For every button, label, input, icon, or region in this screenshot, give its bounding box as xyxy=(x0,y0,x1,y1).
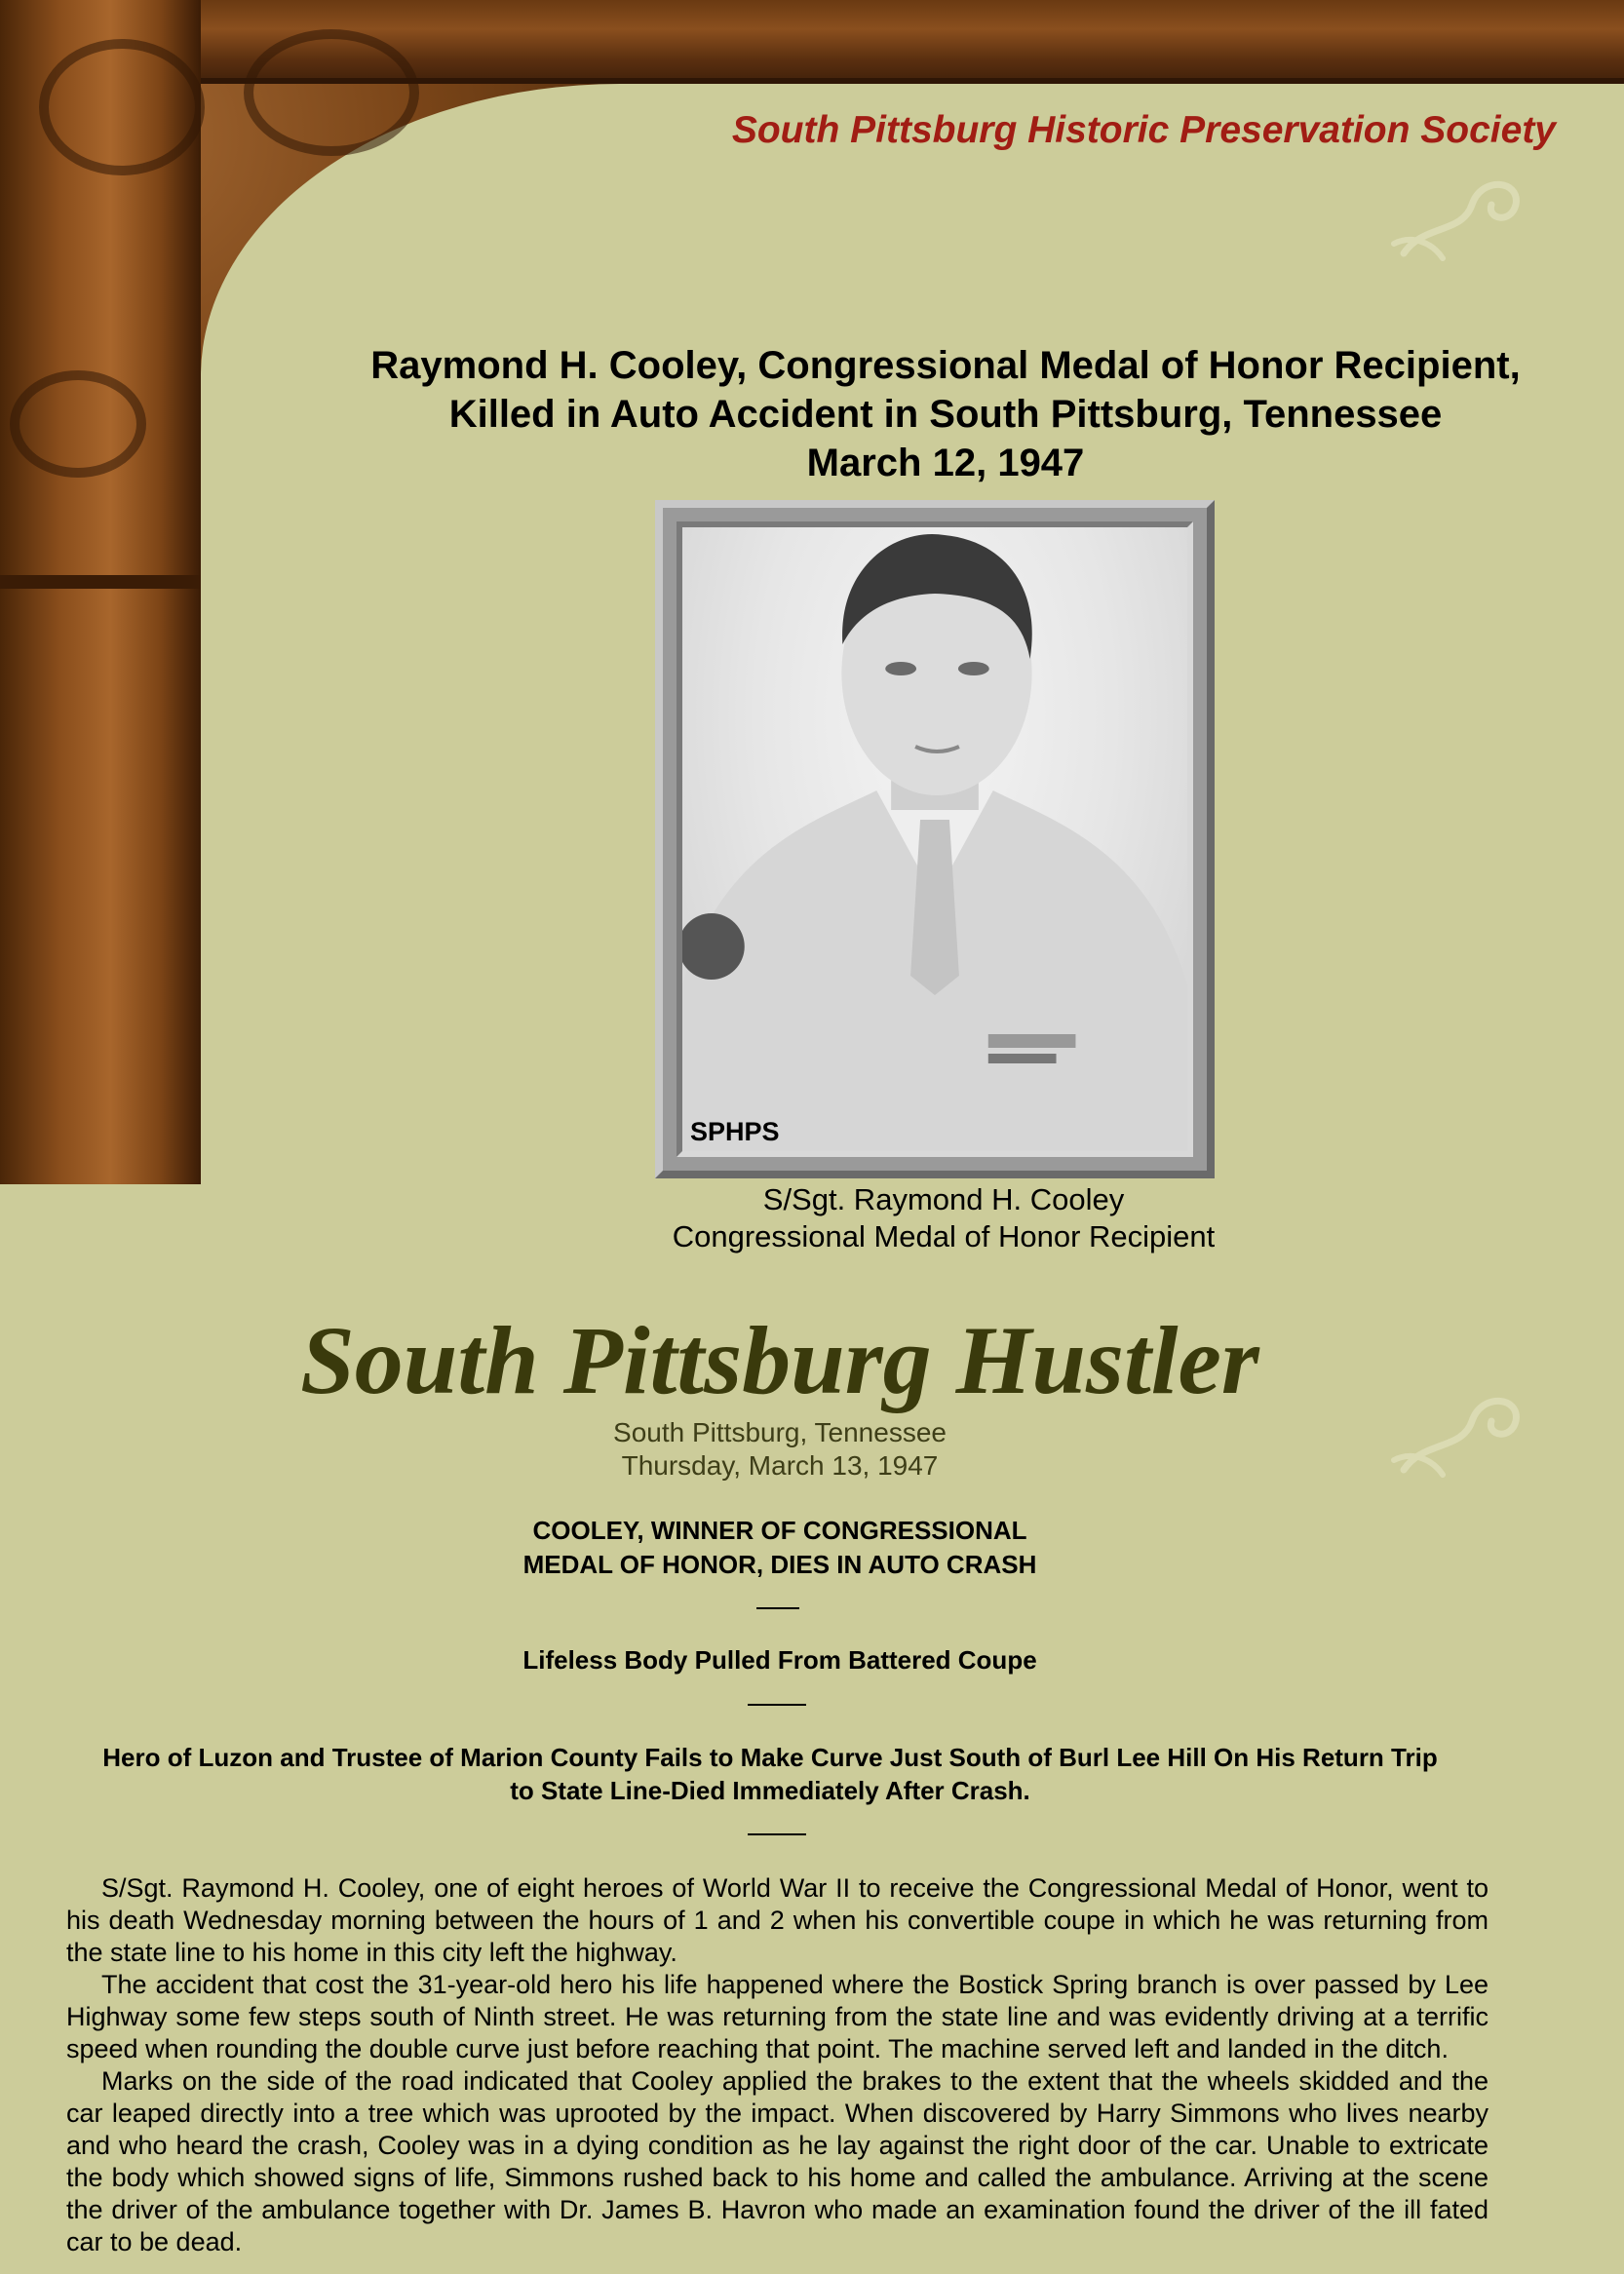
wood-carving-curl-icon xyxy=(244,29,419,156)
divider-rule xyxy=(748,1833,806,1835)
article-headline-line: COOLEY, WINNER OF CONGRESSIONAL xyxy=(532,1516,1027,1545)
photo-caption xyxy=(585,1181,1302,1255)
photo-frame xyxy=(655,500,1215,1178)
deck-line: to State Line-Died Immediately After Crash. xyxy=(510,1776,1030,1805)
swirl-ornament-icon xyxy=(1384,166,1530,273)
swirl-ornament-icon xyxy=(1384,1382,1530,1489)
article-subhead: Lifeless Body Pulled From Battered Coupe xyxy=(522,1645,1037,1675)
portrait-photo xyxy=(677,521,1193,1157)
divider-rule xyxy=(756,1607,799,1609)
article-paragraph: S/Sgt. Raymond H. Cooley, one of eight heroes of World War II to receive the Congressional Medal of Honor, went to his death Wednesday morning between the hours of 1 and 2 when his convertible coupe in which he was returning from the state line to his home in this city left the highway. xyxy=(66,1873,1489,1967)
wood-carving-cloud-icon xyxy=(10,370,146,478)
article-deck xyxy=(68,1741,1472,1807)
article-paragraph: The accident that cost the 31-year-old hero his life happened where the Bostick Spring branch is over passed by Lee Highway some few steps south of Ninth street. He was returning from the state line and was evidently driving at a terrific speed when rounding the double curve just before reaching that point. The machine served left and landed in the ditch. xyxy=(66,1970,1489,2063)
article-headline xyxy=(341,1514,1218,1582)
deck-line: Hero of Luzon and Trustee of Marion County Fails to Make Curve Just South of Burl Lee Hill On His Return Trip xyxy=(102,1743,1438,1772)
article-paragraph: Marks on the side of the road indicated that Cooley applied the brakes to the extent that the wheels skidded and the car leaped directly into a tree which was uprooted by the impact. When discovered by Harry Simmons who lives nearby and who heard the crash, Cooley was in a dying condition as he lay against the right door of the car. Unable to extricate the body which showed signs of life, Simmons rushed back to his home and called the ambulance. Arriving at the scene the driver of the ambulance together with Dr. James B. Havron who made an examination found the driver of the ill fated car to be dead. xyxy=(66,2066,1489,2256)
wood-frame-left xyxy=(0,0,201,1184)
headline-date: March 12, 1947 xyxy=(806,442,1085,484)
article-body xyxy=(66,1872,1489,2258)
wood-frame-top xyxy=(0,0,1624,84)
headline-line: Killed in Auto Accident in South Pittsburg, Tennessee xyxy=(448,393,1443,436)
site-title: South Pittsburg Historic Preservation Society xyxy=(731,109,1556,151)
newspaper-date: Thursday, March 13, 1947 xyxy=(621,1450,939,1481)
page-headline xyxy=(292,341,1599,487)
article-headline-line: MEDAL OF HONOR, DIES IN AUTO CRASH xyxy=(522,1550,1037,1579)
divider-rule xyxy=(748,1704,806,1706)
newspaper-place: South Pittsburg, Tennessee xyxy=(613,1417,947,1447)
newspaper-masthead: South Pittsburg Hustler xyxy=(300,1306,1259,1414)
caption-line: Congressional Medal of Honor Recipient xyxy=(672,1219,1216,1253)
caption-line: S/Sgt. Raymond H. Cooley xyxy=(762,1182,1125,1216)
headline-line: Raymond H. Cooley, Congressional Medal of Honor Recipient, xyxy=(370,344,1521,387)
wood-carving-scroll-icon xyxy=(39,39,205,175)
soldier-portrait-icon xyxy=(682,527,1187,1151)
photo-credit: SPHPS xyxy=(690,1117,780,1146)
